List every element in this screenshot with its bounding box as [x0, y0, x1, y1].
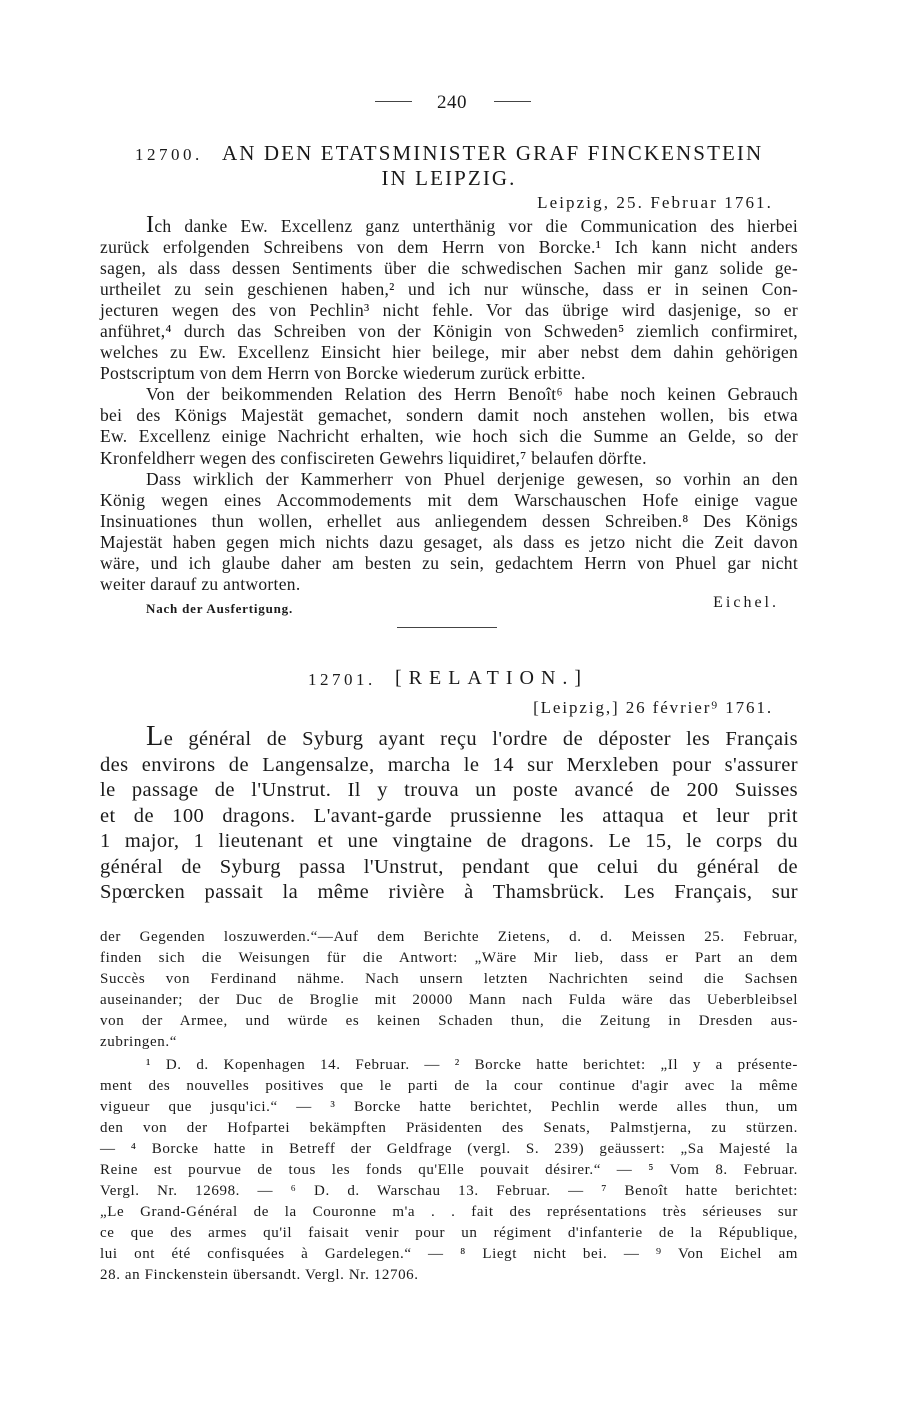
letter-line: wäre, und ich glaube daher am besten zu sein, gedachtem Herrn von Phuel gar nicht [100, 553, 798, 573]
document-number: 12701. [308, 670, 376, 689]
dateline: Leipzig, 25. Februar 1761. [537, 193, 773, 212]
relation-line: Spœrcken passait la même rivière à Thamsbrück. Les Français, sur [100, 881, 798, 904]
letter-line: welches zu Ew. Excellenz Einsicht hier beilege, mir aber nebst dem dahin gehörigen [100, 342, 798, 363]
footnote-line: vigueur que jusqu'ici.“ — ³ Borcke hatte berichtet, Pechlin werde alles thun, um [100, 1098, 798, 1115]
letter-line: Dass wirklich der Kammerherr von Phuel derjenige gewesen, so vorhin an den [146, 468, 798, 489]
footnote-line: zubringen.“ [100, 1033, 177, 1050]
footnote-line: — ⁴ Borcke hatte in Betreff der Geldfrage (vergl. S. 239) geäussert: „Sa Majesté la [100, 1140, 798, 1157]
letter-line: Insinuationes thun wollen, erhellet aus anliegendem dessen Schreiben.⁸ Des Königs [100, 510, 798, 531]
footnote-line: lui ont été confisquées à Gardelegen.“ — ⁸ Liegt nicht bei. — ⁹ Von Eichel am [100, 1246, 798, 1263]
letter-line: weiter darauf zu antworten. [100, 574, 301, 595]
relation-line: le passage de l'Unstrut. Il y trouva un poste avancé de 200 Suisses [100, 779, 798, 802]
footnote-line: der Gegenden loszuwerden.“—Auf dem Berichte Zietens, d. d. Meissen 25. Februar, [100, 928, 798, 945]
footnote-line: Succès von Ferdinand nähme. Nach unsern letzten Nachrichten seind die Sachsen [100, 970, 798, 987]
relation-line: général de Syburg passa l'Unstrut, pendant que celui du général de [100, 855, 798, 878]
footnote-line: ¹ D. d. Kopenhagen 14. Februar. — ² Borcke hatte berichtet: „Il y a présente- [146, 1056, 798, 1073]
footnote-line: von der Armee, und würde es keinen Schaden thun, die Zeitung in Dresden aus- [100, 1012, 798, 1029]
footnote-notes [100, 1055, 798, 1287]
letter-line: Von der beikommenden Relation des Herrn Benoît⁶ habe noch keinen Gebrauch [146, 384, 798, 405]
letter-line: Kronfeldherr wegen des confiscireten Gewehrs liquidiret,⁷ belaufen dörfte. [100, 447, 647, 468]
dateline: [Leipzig,] 26 février⁹ 1761. [533, 698, 773, 717]
letter-line: urtheilet zu sein geschienen haben,² und ich nur wünsche, dass er in seinen Con- [100, 278, 798, 299]
document-title: AN DEN ETATSMINISTER GRAF FINCKENSTEIN [222, 141, 764, 165]
relation-line: Le général de Syburg ayant reçu l'ordre de déposter les Français [146, 721, 798, 753]
footnote-line: ment des nouvelles positives que le parti de la cour continue d'agir avec la même [100, 1077, 798, 1094]
letter-line: Majestät haben gegen mich nichts dazu gesaget, als dass es jetzo nicht die Zeit davon [100, 531, 798, 552]
page-number-rule-right [494, 101, 531, 102]
source-note: Nach der Ausfertigung. [146, 601, 294, 616]
section-divider [397, 627, 497, 628]
relation-line: des environs de Langensalze, marcha le 14 sur Merxleben pour s'assurer [100, 753, 798, 776]
document-title: [RELATION.] [395, 667, 589, 689]
footnote-line: Vergl. Nr. 12698. — ⁶ D. d. Warschau 13. Februar. — ⁷ Benoît hatte berichtet: [100, 1183, 798, 1200]
page-number: 240 [437, 92, 467, 113]
footnote-continuation [100, 927, 798, 1054]
relation-body [100, 721, 798, 906]
footnote-line: Reine est pourvue de tous les fonds qu'Elle pouvait désirer.“ — ⁵ Vom 8. Februar. [100, 1161, 798, 1178]
letter-line: jecturen wegen des von Pechlin³ nicht fehle. Vor das übrige wird dasjenige, so er [100, 299, 798, 320]
footnote-line: den von der Hofpartei bekämpften Präsidenten des Senats, Palmstjerna, zu stürzen. [100, 1119, 798, 1136]
letter-line: König wegen eines Accommodements mit dem Warschauschen Hofe einige vague [100, 489, 798, 510]
footnote-line: ce que des armes qu'il faisait venir pour un régiment d'infanterie de la République, [100, 1225, 798, 1242]
document-title-line-2: IN LEIPZIG. [381, 166, 517, 190]
footnote-line: „Le Grand-Général de la Couronne m'a . . fait des représentations très sérieuses sur [100, 1204, 798, 1221]
letter-line: zurück erfolgenden Schreibens von dem Herrn von Borcke.¹ Ich kann nicht anders [100, 236, 798, 257]
letter-line: Ew. Excellenz einige Nachricht erhalten, wie hoch sich die Summe an Gelde, so der [100, 426, 798, 447]
footnote-line: 28. an Finckenstein übersandt. Vergl. Nr. 12706. [100, 1267, 419, 1284]
letter-body [100, 210, 798, 596]
relation-line: et de 100 dragons. L'avant-garde prussienne les attaqua et leur prit [100, 804, 798, 827]
letter-line: Postscriptum von dem Herrn von Borcke wiederum zurück erbitte. [100, 363, 586, 384]
letter-line: sagen, als dass dessen Sentiments über die schwedischen Sachen mir ganz solide ge- [100, 257, 798, 278]
relation-line: 1 major, 1 lieutenant et une vingtaine de dragons. Le 15, le corps du [100, 830, 798, 853]
signature: Eichel. [713, 594, 779, 611]
letter-line: bei des Königs Majestät gemachet, sondern damit noch anstehen wollen, bis etwa [100, 405, 798, 426]
letter-line: Ich danke Ew. Excellenz ganz unterthänig vor die Communication des hierbei [146, 210, 798, 238]
footnote-line: auseinander; der Duc de Broglie mit 20000 Mann nach Fulda wäre das Ueberbleibsel [100, 991, 798, 1008]
letter-line: anführet,⁴ durch das Schreiben von der Königin von Schweden⁵ ziemlich confirmiret, [100, 320, 798, 341]
document-number: 12700. [135, 145, 203, 164]
footnote-line: finden sich die Weisungen für die Antwort: „Wäre Mir lieb, dass er Part an dem [100, 949, 798, 966]
